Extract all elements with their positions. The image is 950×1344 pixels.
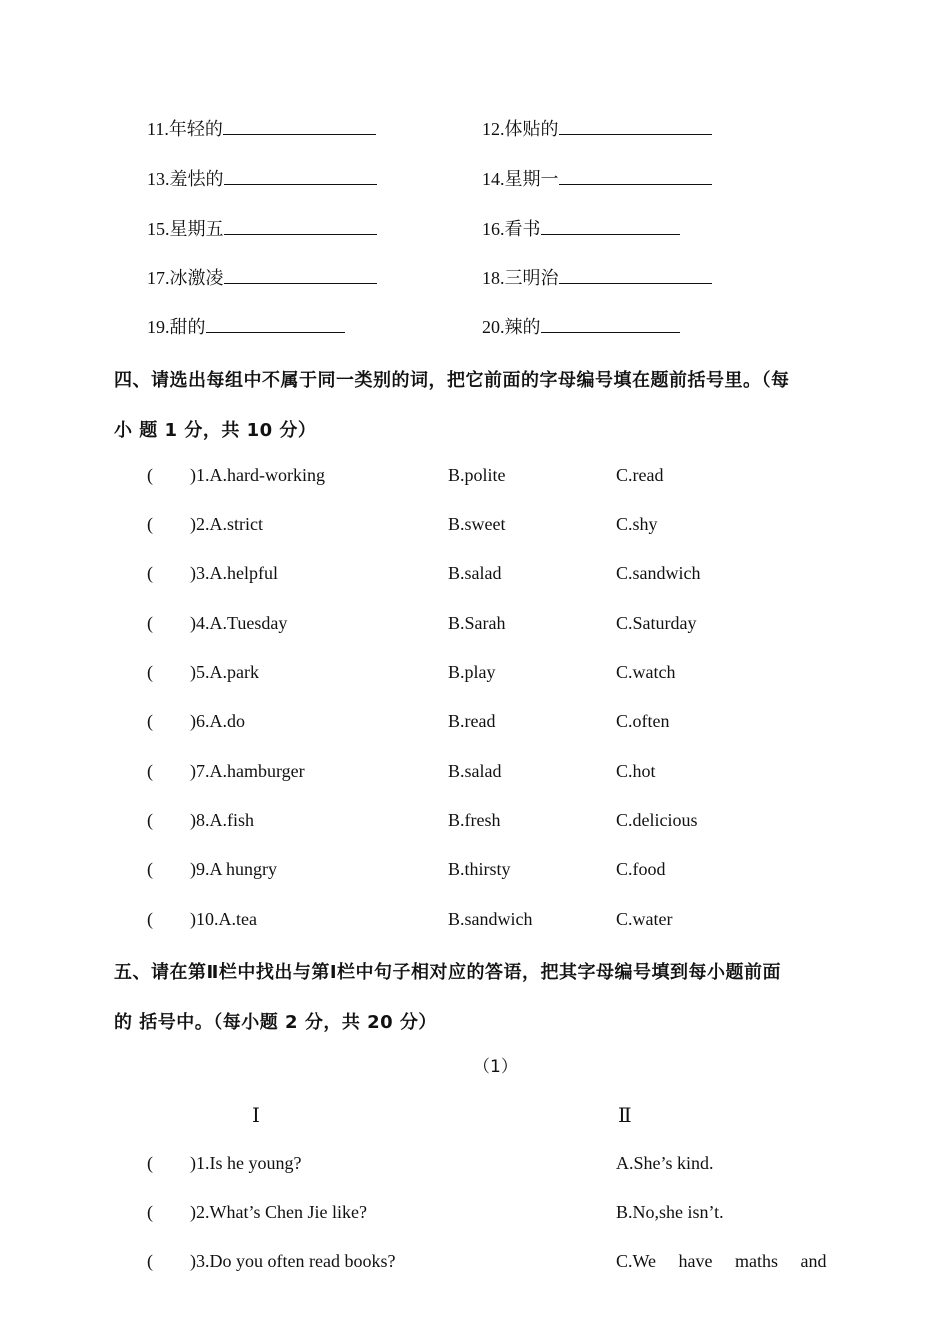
vocab-item: 20.辣的 (482, 316, 680, 338)
option-b: B.polite (448, 465, 506, 485)
option-a: )9.A hungry (190, 859, 277, 879)
option-c: C.often (616, 711, 670, 731)
vocab-item: 19.甜的 (147, 316, 345, 338)
answer-paren[interactable]: ( (147, 909, 153, 929)
option-c: C.hot (616, 761, 656, 781)
option-c: C.Saturday (616, 613, 697, 633)
column-2-header: Ⅱ (618, 1105, 632, 1127)
section-5-title: 五、请在第Ⅱ栏中找出与第Ⅰ栏中句子相对应的答语，把其字母编号填到每小题前面 (114, 962, 782, 983)
option-c: C.water (616, 909, 673, 929)
column-1-header: Ⅰ (252, 1105, 260, 1127)
answer-blank[interactable] (206, 316, 345, 333)
section-4-title: 四、请选出每组中不属于同一类别的词，把它前面的字母编号填在题前括号里。（每 (114, 370, 790, 391)
option-b: B.fresh (448, 810, 501, 830)
answer-paren[interactable]: ( (147, 1251, 153, 1271)
answer-option: C.We have maths and (616, 1251, 827, 1271)
answer-option: A.She’s kind. (616, 1153, 714, 1173)
answer-paren[interactable]: ( (147, 563, 153, 583)
vocab-item: 13.羞怯的 (147, 168, 377, 190)
option-c: C.delicious (616, 810, 698, 830)
option-a: )10.A.tea (190, 909, 257, 929)
section-4-title-cont: 小 题 1 分，共 10 分） (114, 420, 317, 441)
vocab-item: 14.星期一 (482, 168, 712, 190)
part-label: （1） (473, 1057, 518, 1077)
option-a: )2.A.strict (190, 514, 263, 534)
question-text: )2.What’s Chen Jie like? (190, 1202, 367, 1222)
answer-paren[interactable]: ( (147, 859, 153, 879)
answer-paren[interactable]: ( (147, 761, 153, 781)
answer-blank[interactable] (541, 218, 680, 235)
answer-paren[interactable]: ( (147, 711, 153, 731)
option-b: B.salad (448, 761, 502, 781)
option-a: )1.A.hard-working (190, 465, 325, 485)
question-text: )3.Do you often read books? (190, 1251, 396, 1271)
option-a: )6.A.do (190, 711, 245, 731)
option-a: )3.A.helpful (190, 563, 278, 583)
answer-blank[interactable] (223, 118, 376, 135)
option-b: B.read (448, 711, 496, 731)
option-c: C.shy (616, 514, 658, 534)
answer-paren[interactable]: ( (147, 613, 153, 633)
question-text: )1.Is he young? (190, 1153, 302, 1173)
option-a: )7.A.hamburger (190, 761, 305, 781)
answer-blank[interactable] (224, 267, 377, 284)
answer-blank[interactable] (559, 168, 712, 185)
vocab-item: 15.星期五 (147, 218, 377, 240)
answer-paren[interactable]: ( (147, 465, 153, 485)
answer-blank[interactable] (541, 316, 680, 333)
answer-paren[interactable]: ( (147, 662, 153, 682)
option-a: )5.A.park (190, 662, 259, 682)
option-c: C.watch (616, 662, 676, 682)
vocab-item: 18.三明治 (482, 267, 712, 289)
option-b: B.sweet (448, 514, 506, 534)
option-b: B.salad (448, 563, 502, 583)
answer-paren[interactable]: ( (147, 514, 153, 534)
option-c: C.sandwich (616, 563, 701, 583)
option-b: B.thirsty (448, 859, 511, 879)
section-5-title-cont: 的 括号中。（每小题 2 分，共 20 分） (114, 1012, 437, 1033)
answer-blank[interactable] (559, 267, 712, 284)
vocab-item: 17.冰激凌 (147, 267, 377, 289)
option-c: C.food (616, 859, 666, 879)
option-c: C.read (616, 465, 664, 485)
vocab-item: 11.年轻的 (147, 118, 376, 140)
vocab-item: 12.体贴的 (482, 118, 712, 140)
option-b: B.sandwich (448, 909, 533, 929)
option-b: B.Sarah (448, 613, 506, 633)
answer-option: B.No,she isn’t. (616, 1202, 724, 1222)
answer-blank[interactable] (559, 118, 712, 135)
option-b: B.play (448, 662, 496, 682)
answer-blank[interactable] (224, 218, 377, 235)
answer-blank[interactable] (224, 168, 377, 185)
answer-paren[interactable]: ( (147, 810, 153, 830)
answer-paren[interactable]: ( (147, 1202, 153, 1222)
option-a: )4.A.Tuesday (190, 613, 288, 633)
option-a: )8.A.fish (190, 810, 254, 830)
answer-paren[interactable]: ( (147, 1153, 153, 1173)
vocab-item: 16.看书 (482, 218, 680, 240)
